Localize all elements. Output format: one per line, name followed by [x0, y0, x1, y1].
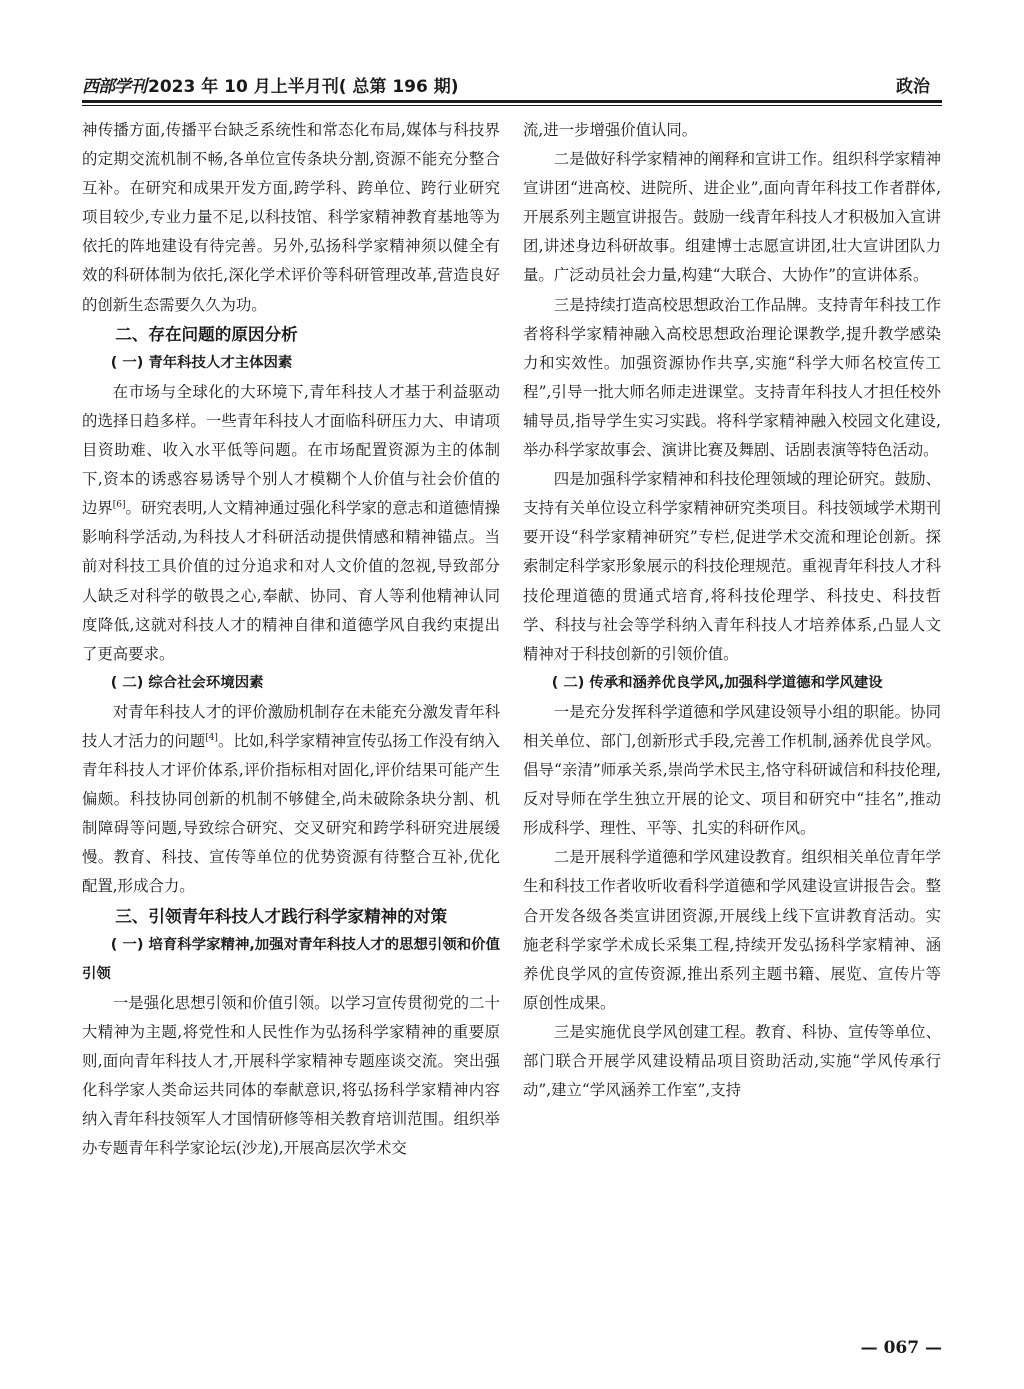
section-heading: 三、引领青年科技人才践行科学家精神的对策 [115, 906, 448, 926]
paragraph-text: 。研究表明,人文精神通过强化科学家的意志和道德情操影响科学活动,为科技人才科研活动提供情感和精神锚点。当前对科技工具价值的过分追求和对人文价值的忽视,导致部分人缺乏对科学的敬畏之心,奉献、协同、育人等利他精神认同度降低,这就对科技人才的精神自律和道德学风自我约束提出了更高要求。 [82, 499, 500, 663]
paragraph: 神传播方面,传播平台缺乏系统性和常态化布局,媒体与科技界的定期交流机制不畅,各单位宣传条块分割,资源不能充分整合互补。在研究和成果开发方面,跨学科、跨单位、跨行业研究项目较少,专业力量不足,以科技馆、科学家精神教育基地等为依托的阵地建设有待完善。另外,弘扬科学家精神须以健全有效的科研体制为依托,深化学术评价等科研管理改革,营造良好的创新生态需要久久为功。 [82, 121, 500, 314]
header-rule-thin [82, 105, 942, 106]
section-name: 政治 [896, 77, 930, 97]
paragraph-text: 对青年科技人才的评价激励机制存在未能充分激发青年科技人才活力的问题 [82, 702, 500, 750]
paragraph: 流,进一步增强价值认同。 [523, 121, 698, 139]
paragraph [82, 378, 500, 669]
subsection-heading: ( 二) 传承和涵养优良学风,加强科学道德和学风建设 [551, 674, 883, 691]
citation: [6] [112, 500, 126, 511]
running-header [82, 70, 942, 100]
paragraph: 一是强化思想引领和价值引领。以学习宣传贯彻党的二十大精神为主题,将党性和人民性作为弘扬科学家精神的重要原则,面向青年科技人才,开展科学家精神专题座谈交流。突出强化科学家人类命运共同体的奉献意识,将弘扬科学家精神内容纳入青年科技领军人才国情研修等相关教育培训范围。组织举办专题青年科学家论坛(沙龙),开展高层次学术交 [82, 993, 500, 1158]
subsection-heading: ( 一) 培育科学家精神,加强对青年科技人才的思想引领和价值引领 [82, 936, 500, 982]
paragraph: 四是加强科学家精神和科技伦理领域的理论研究。鼓励、支持有关单位设立科学家精神研究类项目。科技领域学术期刊要开设“科学家精神研究”专栏,促进学术交流和理论创新。探索制定科学家形象展示的科技伦理规范。重视青年科技人才科技伦理道德的贯通式培育,将科技伦理学、科技史、科技哲学、科技与社会等学科纳入青年科技人才培养体系,凸显人文精神对于科技创新的引领价值。 [523, 470, 941, 663]
paragraph: 一是充分发挥科学道德和学风建设领导小组的职能。协同相关单位、部门,创新形式手段,完善工作机制,涵养优良学风。倡导“亲清”师承关系,崇尚学术民主,恪守科研诚信和科技伦理,反对导师在学生独立开展的论文、项目和研究中“挂名”,推动形成科学、理性、平等、扎实的科研作风。 [523, 702, 941, 838]
subsection-heading: ( 一) 青年科技人才主体因素 [110, 354, 293, 371]
paragraph: 三是实施优良学风创建工程。教育、科协、宣传等单位、部门联合开展学风建设精品项目资助活动,实施“学风传承行动”,建立“学风涵养工作室”,支持 [523, 1022, 941, 1100]
journal-logo: 西部学刊 [82, 77, 146, 97]
paragraph: 二是做好科学家精神的阐释和宣讲工作。组织科学家精神宣讲团“进高校、进院所、进企业”,面向青年科技工作者群体,开展系列主题宣讲报告。鼓励一线青年科技人才积极加入宣讲团,讲述身边科研故事。组建博士志愿宣讲团,壮大宣讲团队力量。广泛动员社会力量,构建“大联合、大协作”的宣讲体系。 [523, 150, 941, 285]
page-number: — 067 — [860, 1338, 942, 1358]
subsection-heading: ( 二) 综合社会环境因素 [110, 674, 264, 691]
right-column [523, 116, 941, 1105]
header-rule-thick [82, 100, 942, 103]
journal-issue [82, 72, 459, 97]
paragraph: 三是持续打造高校思想政治工作品牌。支持青年科技工作者将科学家精神融入高校思想政治理论课教学,提升教学感染力和实效性。加强资源协作共享,实施“科学大师名校宣传工程”,引导一批大师名师走进课堂。支持青年科技人才担任校外辅导员,指导学生实习实践。将科学家精神融入校园文化建设,举办科学家故事会、演讲比赛及舞剧、话剧表演等特色活动。 [523, 295, 941, 460]
paragraph: 二是开展科学道德和学风建设教育。组织相关单位青年学生和科技工作者收听收看科学道德和学风建设宣讲报告会。整合开发各级各类宣讲团资源,开展线上线下宣讲教育活动。实施老科学家学术成长采集工程,持续开发弘扬科学家精神、涵养优良学风的宣传资源,推出系列主题书籍、展览、宣传片等原创性成果。 [523, 848, 941, 1012]
left-column [82, 116, 500, 1163]
section-heading: 二、存在问题的原因分析 [115, 324, 298, 344]
paragraph-text: 。比如,科学家精神宣传弘扬工作没有纳入青年科技人才评价体系,评价指标相对固化,评价结果可能产生偏颇。科技协同创新的机制不够健全,尚未破除条块分割、机制障碍等问题,导致综合研究、交叉研究和跨学科研究进展缓慢。教育、科技、宣传等单位的优势资源有待整合互补,优化配置,形成合力。 [82, 731, 500, 896]
journal-issue-text: 2023 年 10 月上半月刊( 总第 196 期) [148, 77, 459, 97]
paragraph-text: 在市场与全球化的大环境下,青年科技人才基于利益驱动的选择日趋多样。一些青年科技人才面临科研压力大、申请项目资助难、收入水平低等问题。在市场配置资源为主的体制下,资本的诱惑容易诱导个别人才模糊个人价值与社会价值的边界 [82, 382, 500, 518]
citation: [4] [205, 732, 218, 743]
paragraph [82, 698, 500, 902]
